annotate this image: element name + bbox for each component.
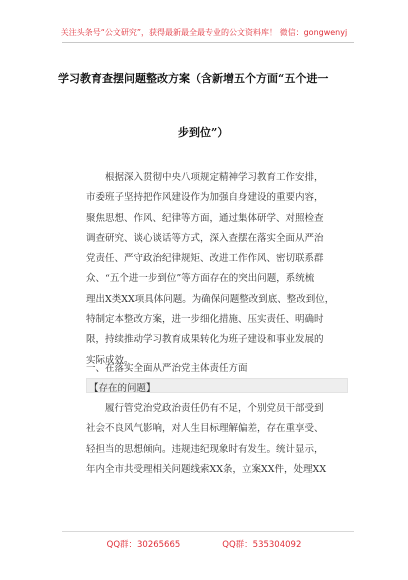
section-heading: 一、在落实全面从严治党主体责任方面 <box>86 363 248 374</box>
problem-tag-label: 【存在的问题】 <box>89 383 156 394</box>
problem-paragraph <box>86 399 348 480</box>
document-footer <box>0 538 408 550</box>
problem-line: 轻担当的思想倾向。违规违纪现象时有发生。统计显示， <box>86 443 324 455</box>
intro-line: 市委班子坚持把作风建设作为加强自身建设的重要内容， <box>86 192 324 204</box>
footer-divider <box>62 531 354 532</box>
intro-line: 实际成效。 <box>86 354 134 366</box>
intro-line: 党责任、严守政治纪律规矩、改进工作作风、密切联系群 <box>86 253 324 265</box>
intro-paragraph <box>86 168 348 371</box>
document-header <box>0 0 408 52</box>
document-title-line-1: 学习教育查摆问题整改方案（含新增五个方面“五个进一 <box>58 72 329 85</box>
problem-line: 履行管党治党政治责任仍有不足，个别党员干部受到 <box>105 403 324 414</box>
problem-line: 年内全市共受理相关问题线索XX条，立案XX件，处理XX <box>86 463 327 475</box>
intro-line: 理出X类XX项具体问题。为确保问题整改到底、整改到位， <box>86 293 335 305</box>
intro-line: 限，持续推动学习教育成果转化为班子建设和事业发展的 <box>86 334 324 346</box>
intro-line: 调查研究、谈心谈话等方式，深入查摆在落实全面从严治 <box>86 232 324 244</box>
document-title-line-2: 步到位”） <box>178 126 229 139</box>
header-divider <box>62 42 354 43</box>
intro-line: 根据深入贯彻中央八项规定精神学习教育工作安排， <box>105 172 324 183</box>
problem-line: 社会不良风气影响，对人生目标理解偏差，存在重享受、 <box>86 423 324 435</box>
footer-qq-group-2: QQ群：535304092 <box>222 540 302 550</box>
footer-qq-group-1: QQ群：30265665 <box>106 540 181 550</box>
intro-line: 聚焦思想、作风、纪律等方面，通过集体研学、对照检查 <box>86 212 324 224</box>
intro-line: 特制定本整改方案，进一步细化措施、压实责任、明确时 <box>86 314 324 326</box>
problem-tag <box>86 378 348 393</box>
intro-line: 众、“五个进一步到位”等方面存在的突出问题，系统梳 <box>86 273 315 285</box>
header-notice: 关注头条号“公文研究”，获得最新最全最专业的公文资料库！ 微信：gongwenyj <box>60 28 348 37</box>
